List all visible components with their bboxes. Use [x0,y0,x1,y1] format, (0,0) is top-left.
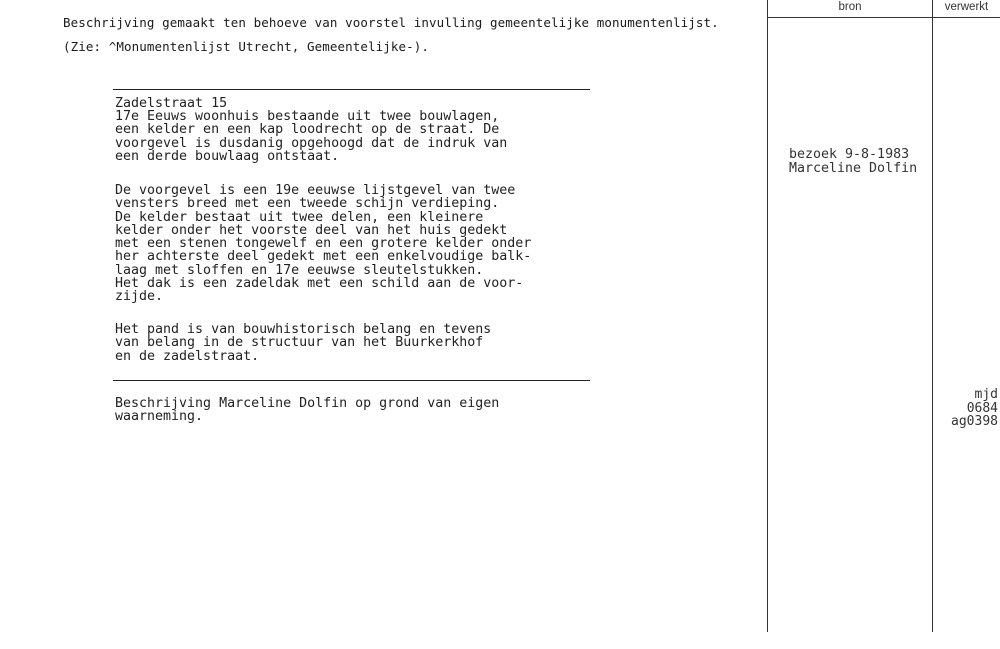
text-line: laag met sloffen en 17e eeuwse sleutelstukken. [115,262,484,278]
text-line: van belang in de structuur van het Buurkerkhof [115,335,484,351]
text-line: zijde. [115,289,164,305]
visitor-name: Marceline Dolfin [789,160,918,176]
paragraph-3 [115,323,491,363]
text-line: vensters breed met een tweede schijn verdieping. [115,196,500,212]
column-header-rule-bron [767,17,933,18]
column-divider-bron [767,0,768,632]
intro-line-2: (Zie: ^Monumentenlijst Utrecht, Gemeentelijke-). [63,39,430,54]
processing-code: 0684 [966,400,998,416]
text-line: een derde bouwlaag ontstaat. [115,148,340,164]
text-line: en de zadelstraat. [115,348,260,364]
text-line: her achterste deel gedekt met een enkelvoudige balk- [115,249,532,265]
text-line: Beschrijving Marceline Dolfin op grond van eigen [115,396,500,411]
bottom-rule [113,380,590,381]
author-credit [115,397,499,424]
text-line: voorgevel is dusdanig opgehoogd dat de indruk van [115,135,508,151]
processor-initials: mjd [974,387,998,402]
visit-date: bezoek 9-8-1983 [789,147,910,162]
intro-line-1: Beschrijving gemaakt ten behoeve van voorstel invulling gemeentelijke monumentenlijst. [63,15,719,30]
text-line: waarneming. [115,409,204,425]
paragraph-1 [115,110,507,163]
text-line: met een stenen tongewelf en een grotere kelder onder [115,236,532,252]
column-divider-verwerkt [932,0,933,632]
text-line: Het pand is van bouwhistorisch belang en tevens [115,322,492,337]
address-heading: Zadelstraat 15 [115,96,228,111]
archive-code: ag0398 [951,414,998,429]
column-header-verwerkt: verwerkt [944,1,989,13]
text-line: een kelder en een kap loodrecht op de straat. De [115,122,500,138]
text-line: De kelder bestaat uit twee delen, een kleinere [115,209,484,225]
text-line: kelder onder het voorste deel van het huis gedekt [115,222,508,238]
verwerkt-note [934,388,998,429]
column-header-bron: bron [838,1,862,13]
paragraph-2 [115,184,531,304]
bron-note [789,148,917,175]
text-line: De voorgevel is een 19e eeuwse lijstgevel van twee [115,183,516,198]
top-rule [113,89,590,90]
text-line: Het dak is een zadeldak met een schild aan de voor- [115,276,524,292]
column-header-rule-verwerkt [932,17,1000,18]
text-line: 17e Eeuws woonhuis bestaande uit twee bouwlagen, [115,109,500,124]
